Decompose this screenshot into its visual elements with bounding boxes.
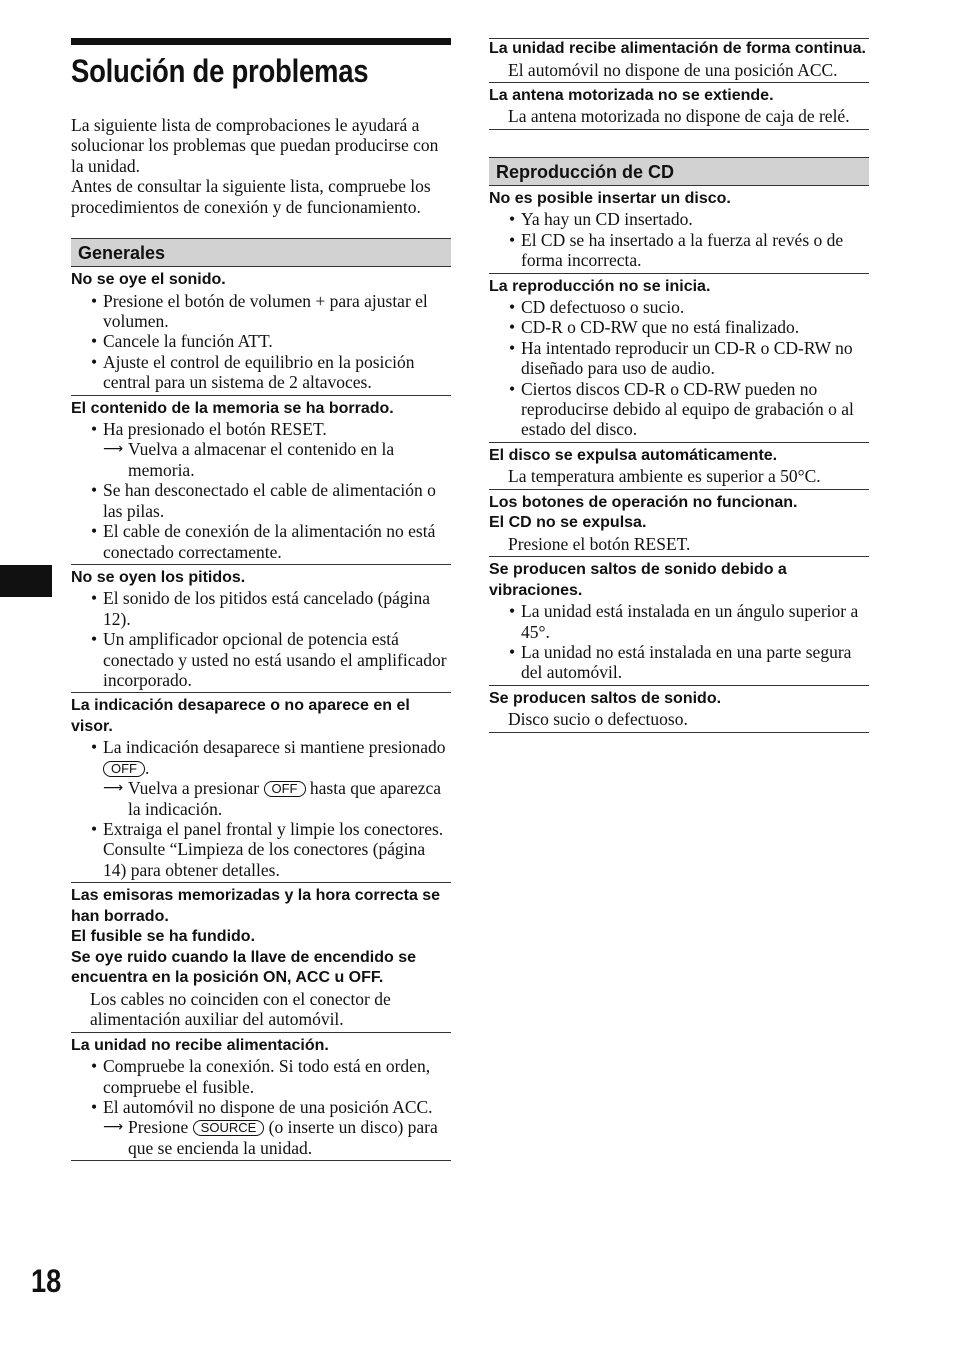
item-text: Disco sucio o defectuoso. [508,709,688,730]
arrow-icon: ⟶ [103,441,124,458]
bullet-item [489,209,869,229]
item-text: Cancele la función ATT. [103,331,273,352]
right-column [489,38,869,736]
arrow-item [71,778,451,819]
bullet-item [71,419,451,439]
bullet-item [489,317,869,337]
item-text: Presione [128,1117,189,1138]
page-number: 18 [31,1263,62,1299]
bullet-item [71,1056,451,1097]
problem-heading: Se producen saltos de sonido. [489,689,722,707]
item-text-after: . [145,757,150,778]
item-text: El CD se ha insertado a la fuerza al revés o de forma incorrecta. [521,229,844,271]
problem-heading: El contenido de la memoria se ha borrado. [71,399,394,417]
item-text: CD-R o CD-RW que no está finalizado. [521,317,800,338]
problem-entry [71,399,451,565]
bullet-item [489,379,869,440]
item-text: Vuelva a presionar [128,778,260,799]
item-text: Ciertos discos CD-R o CD-RW pueden no reproducirse debido al equipo de grabación o al estado del disco. [521,378,854,440]
item-text: La unidad no está instalada en una parte segura del automóvil. [521,642,852,683]
bullet-item [71,819,451,880]
button-label: OFF [103,761,145,777]
item-text-after: (o inserte un disco) para que se encienda la unidad. [128,1117,438,1158]
problem-heading: El CD no se expulsa. [489,514,647,532]
item-text: Presione el botón de volumen + para ajustar el volumen. [103,290,428,331]
problem-entry [489,689,869,733]
arrow-item [71,439,451,480]
intro-paragraph: La siguiente lista de comprobaciones le ayudará a solucionar los problemas que puedan producirse con la unidad. [71,115,439,176]
bullet-item [71,521,451,562]
bullet-item [71,737,451,778]
item-text: CD defectuoso o sucio. [521,297,685,318]
bullet-item [489,601,869,642]
problem-heading: El disco se expulsa automáticamente. [489,446,778,464]
section-tab [0,565,52,597]
item-text: Vuelva a almacenar el contenido en la memoria. [128,439,395,480]
bullet-item [71,588,451,629]
item-text: El automóvil no dispone de una posición ACC. [103,1096,433,1117]
item-text: Ha intentado reproducir un CD-R o CD-RW no diseñado para uso de audio. [521,337,853,379]
problem-heading: No es posible insertar un disco. [489,189,731,207]
problem-heading: Los botones de operación no funcionan. [489,493,798,511]
intro-paragraph: Antes de consultar la siguiente lista, compruebe los procedimientos de conexión y de funcionamiento. [71,176,431,217]
section-reproduccion-cd [489,157,869,733]
item-text: Un amplificador opcional de potencia está conectado y usted no está usando el amplificador incorporado. [103,629,447,691]
problem-entry [489,189,869,274]
problem-heading: Las emisoras memorizadas y la hora correcta se han borrado. [71,887,441,925]
bullet-item [489,642,869,683]
problem-entry [71,886,451,1032]
problem-entry [489,560,869,686]
problem-heading: La indicación desaparece o no aparece en el visor. [71,697,410,735]
bullet-item [71,352,451,393]
problem-heading: Se producen saltos de sonido debido a vibraciones. [489,561,787,599]
title-rule [71,38,451,45]
problem-heading: No se oye el sonido. [71,271,226,289]
section-heading: Reproducción de CD [489,157,869,186]
arrow-icon: ⟶ [103,1119,124,1136]
problem-entry [71,270,451,396]
solution-text [489,534,869,554]
bullet-item [489,297,869,317]
problem-heading: La antena motorizada no se extiende. [489,86,774,104]
problem-heading: El fusible se ha fundido. [71,928,256,946]
bullet-item [71,291,451,332]
problem-heading: La reproducción no se inicia. [489,277,711,295]
arrow-item [71,1117,451,1158]
section-alimentacion [489,38,869,130]
item-text: La temperatura ambiente es superior a 50°C. [508,466,821,487]
problem-entry [71,696,451,883]
problem-heading: No se oyen los pitidos. [71,568,246,586]
arrow-icon: ⟶ [103,780,124,797]
bullet-item [71,1097,451,1117]
section-generales [71,238,451,1161]
item-text: Los cables no coinciden con el conector de alimentación auxiliar del automóvil. [90,988,391,1030]
item-text: El sonido de los pitidos está cancelado (página 12). [103,588,431,629]
solution-text [489,106,869,126]
button-label: OFF [264,781,306,797]
problem-entry [489,86,869,130]
button-label: SOURCE [193,1120,265,1136]
item-text: La indicación desaparece si mantiene presionado [103,737,446,758]
problem-heading: Se oye ruido cuando la llave de encendido se encuentra en la posición ON, ACC u OFF. [71,948,416,987]
page-title: Solución de problemas [71,53,369,89]
problem-heading: La unidad recibe alimentación de forma continua. [489,40,866,57]
section-heading: Generales [71,238,451,267]
item-text-after: hasta que aparezca la indicación. [128,778,442,819]
item-text: Extraiga el panel frontal y limpie los conectores. Consulte “Limpieza de los conectores (página 14) para obtener detalles. [103,819,444,880]
item-text: Se han desconectado el cable de alimentación o las pilas. [103,480,436,521]
item-text: Ajuste el control de equilibrio en la posición central para un sistema de 2 altavoces. [103,351,415,393]
left-column [71,38,451,1164]
problem-entry [489,277,869,443]
item-text: La unidad está instalada en un ángulo superior a 45°. [521,601,859,642]
bullet-item [489,230,869,271]
item-text: Ha presionado el botón RESET. [103,419,327,440]
solution-text [489,709,869,729]
item-text: La antena motorizada no dispone de caja de relé. [508,106,850,127]
bullet-item [489,338,869,379]
solution-text [489,466,869,486]
item-text: El automóvil no dispone de una posición ACC. [508,59,838,80]
problem-entry [489,38,869,83]
problem-entry [489,446,869,490]
intro [71,115,451,217]
problem-entry [71,1036,451,1162]
item-text: Ya hay un CD insertado. [521,209,693,230]
solution-text [489,60,869,80]
problem-entry [489,493,869,557]
bullet-item [71,629,451,690]
item-text: Compruebe la conexión. Si todo está en orden, compruebe el fusible. [103,1056,431,1097]
solution-text [71,989,451,1030]
problem-heading: La unidad no recibe alimentación. [71,1036,329,1054]
bullet-item [71,331,451,351]
item-text: El cable de conexión de la alimentación no está conectado correctamente. [103,521,436,562]
item-text: Presione el botón RESET. [508,533,691,554]
bullet-item [71,480,451,521]
problem-entry [71,568,451,694]
